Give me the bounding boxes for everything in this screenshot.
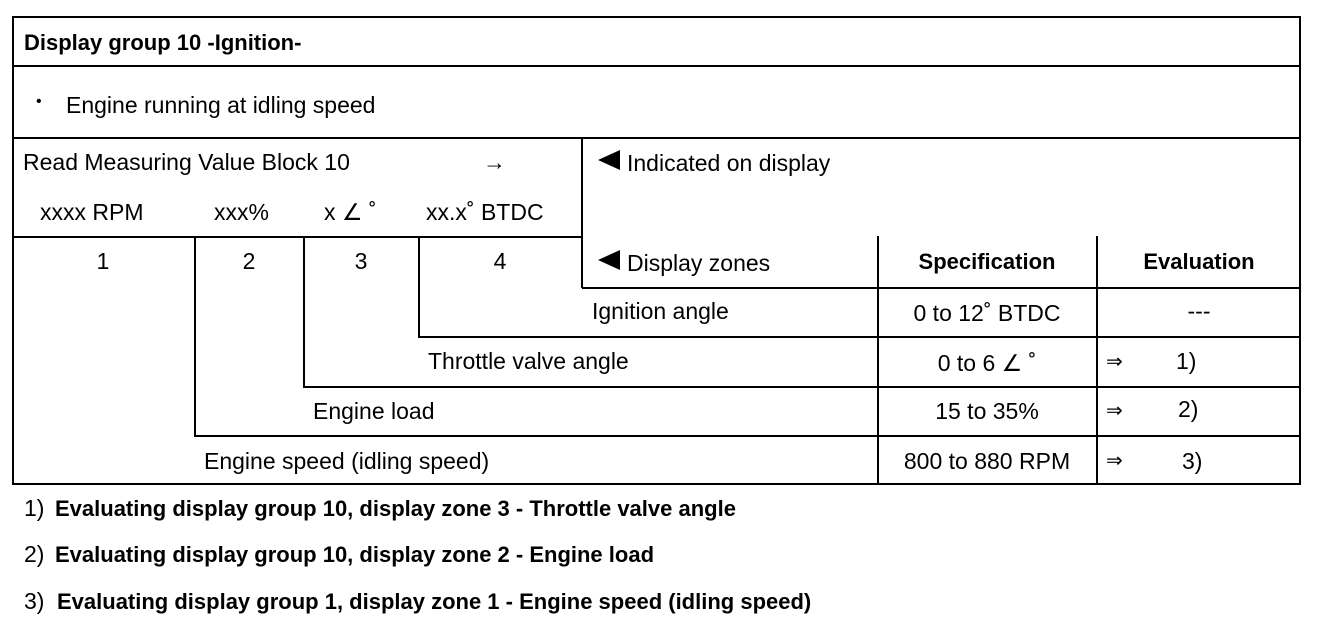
zone-label-engine-load: Engine load <box>313 398 435 424</box>
eval-arrow-icon: ⇒ <box>1106 351 1123 373</box>
eval-ref-2: 2) <box>1178 396 1199 422</box>
field-format-2: xxx% <box>214 199 269 225</box>
footnote-1-text: Evaluating display group 10, display zone 3 - Throttle valve angle <box>55 496 736 521</box>
field-format-4: xx.x˚ BTDC <box>426 199 544 225</box>
field-format-1: xxxx RPM <box>40 199 144 225</box>
right-arrow-icon: → <box>483 149 506 175</box>
page-title: Display group 10 -Ignition- <box>24 30 302 55</box>
footnote-2-number: 2) <box>24 541 45 567</box>
condition-text: Engine running at idling speed <box>66 92 376 118</box>
eval-ref-3: 3) <box>1182 448 1203 474</box>
spec-ignition-angle: 0 to 12˚ BTDC <box>913 300 1061 326</box>
left-triangle-icon <box>598 150 620 170</box>
field-format-3: x ∠ ˚ <box>324 199 377 225</box>
read-block-label: Read Measuring Value Block 10 <box>23 149 350 175</box>
zone-label-ignition-angle: Ignition angle <box>592 298 729 324</box>
indicated-label: Indicated on display <box>627 150 831 176</box>
spec-throttle-valve-angle: 0 to 6 ∠ ˚ <box>937 350 1037 376</box>
field-number-2: 2 <box>242 248 256 274</box>
field-number-1: 1 <box>96 248 110 274</box>
zone-label-throttle-valve-angle: Throttle valve angle <box>428 348 629 374</box>
spec-engine-speed: 800 to 880 RPM <box>903 448 1071 474</box>
specification-header: Specification <box>918 249 1056 274</box>
footnote-2-text: Evaluating display group 10, display zone 2 - Engine load <box>55 542 655 567</box>
eval-ref-1: 1) <box>1176 348 1197 374</box>
footnote-1-number: 1) <box>24 495 45 521</box>
eval-arrow-icon: ⇒ <box>1106 400 1123 422</box>
spec-engine-load: 15 to 35% <box>935 398 1039 424</box>
eval-ignition-angle: --- <box>1187 298 1211 324</box>
footnote-3-number: 3) <box>24 588 45 614</box>
field-number-4: 4 <box>493 248 507 274</box>
display-zones-label: Display zones <box>627 250 771 276</box>
eval-arrow-icon: ⇒ <box>1106 450 1123 472</box>
field-number-3: 3 <box>354 248 368 274</box>
left-triangle-icon <box>598 250 620 270</box>
evaluation-header: Evaluation <box>1143 249 1255 274</box>
zone-label-engine-speed: Engine speed (idling speed) <box>204 448 490 474</box>
footnote-3-text: Evaluating display group 1, display zone 1 - Engine speed (idling speed) <box>57 589 812 614</box>
bullet-icon: • <box>36 93 42 110</box>
